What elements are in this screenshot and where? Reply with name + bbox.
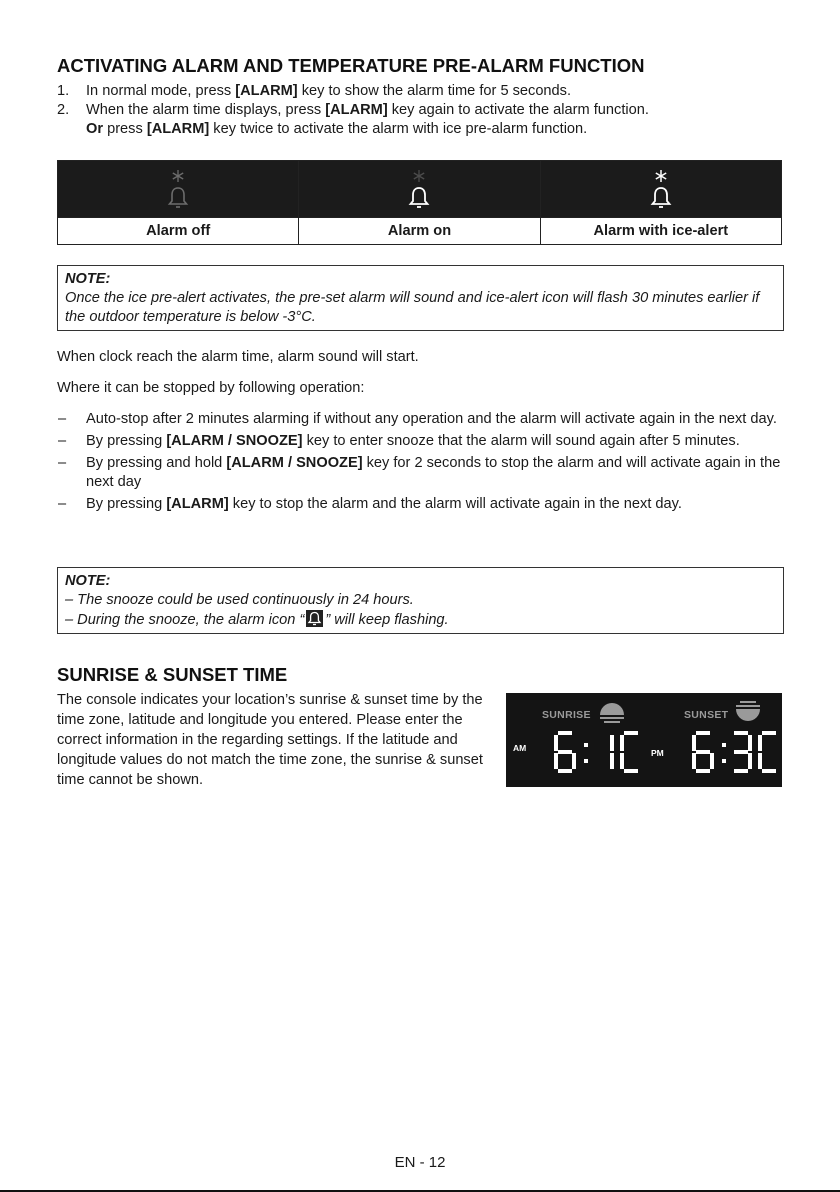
key-name: [ALARM]	[325, 102, 388, 118]
lcd-segment	[620, 753, 624, 769]
note-text: – During the snooze, the alarm icon “	[65, 612, 305, 628]
lcd-segment	[692, 753, 696, 769]
bell-icon-bright	[408, 186, 430, 210]
note-box-ice	[57, 265, 784, 331]
or-word: Or	[86, 121, 104, 137]
lcd-segment	[572, 753, 576, 769]
sunrise-label: SUNRISE	[542, 709, 591, 721]
paragraph-alarm-start: When clock reach the alarm time, alarm sound will start.	[57, 349, 419, 365]
note-line	[65, 610, 776, 630]
lcd-segment	[610, 753, 614, 769]
mode-label-on: Alarm on	[299, 218, 540, 245]
step-or	[57, 120, 797, 139]
mode-icon-cell-ice	[540, 161, 781, 218]
note-text: Once the ice pre-alert activates, the pre-set alarm will sound and ice-alert icon will flash 30 minutes earlier if the outdoor temperature is below -3°C.	[65, 290, 760, 325]
lcd-segment	[696, 750, 710, 754]
page-number: EN - 12	[394, 1154, 446, 1171]
bell-icon-dim	[167, 186, 189, 210]
lcd-segment	[558, 769, 572, 773]
step-text: press	[103, 121, 147, 137]
key-name: [ALARM / SNOOZE]	[166, 433, 303, 449]
bell-icon	[408, 169, 430, 210]
step-1	[57, 82, 797, 101]
list-text: key to enter snooze that the alarm will sound again after 5 minutes.	[302, 433, 740, 449]
mode-icon-cell-on	[299, 161, 540, 218]
list-dash: –	[58, 433, 67, 449]
lcd-segment	[558, 731, 572, 735]
snowflake-icon	[652, 169, 670, 183]
lcd-colon-dot	[722, 743, 726, 747]
step-2	[57, 101, 797, 120]
note-line: – The snooze could be used continuously in 24 hours.	[65, 592, 414, 608]
lcd-segment	[734, 769, 748, 773]
list-dash: –	[58, 455, 67, 471]
lcd-colon-dot	[722, 759, 726, 763]
step-number: 2.	[57, 102, 70, 118]
lcd-colon-dot	[584, 743, 588, 747]
bell-ice-icon	[650, 169, 672, 210]
list-text: Auto-stop after 2 minutes alarming if without any operation and the alarm will activate again in the next day.	[86, 411, 777, 427]
sunrise-time-digits	[552, 731, 638, 777]
step-text: In normal mode, press	[86, 83, 236, 99]
step-text: key to show the alarm time for 5 seconds.	[297, 83, 572, 99]
snowflake-icon	[169, 169, 187, 183]
stop-methods-list	[57, 410, 787, 517]
snowflake-icon	[410, 169, 428, 183]
pm-indicator: PM	[651, 748, 664, 758]
alarm-steps	[57, 82, 797, 139]
mode-icon-cell-off	[58, 161, 299, 218]
list-item	[57, 495, 787, 514]
note-title: NOTE:	[65, 271, 111, 287]
list-item	[57, 454, 787, 492]
mode-label-ice: Alarm with ice-alert	[540, 218, 781, 245]
lcd-segment	[696, 769, 710, 773]
list-text: By pressing	[86, 433, 167, 449]
bell-dim-icon	[167, 169, 189, 210]
lcd-segment	[762, 731, 776, 735]
lcd-segment	[748, 753, 752, 769]
lcd-segment	[624, 769, 638, 773]
lcd-segment	[692, 735, 696, 751]
section-heading-sunrise: SUNRISE & SUNSET TIME	[57, 664, 288, 685]
step-text: When the alarm time displays, press	[86, 102, 326, 118]
lcd-segment	[620, 735, 624, 751]
key-name: [ALARM]	[146, 121, 210, 137]
bell-icon-bright	[650, 186, 672, 210]
sunset-icon	[734, 700, 762, 722]
sunrise-paragraph: The console indicates your location’s sunrise & sunset time by the time zone, latitude and longitude you entered. Please enter the correct information in the regarding settings. If the latitude and longitude values do not match the time zone, the sunrise & sunset time cannot be shown.	[57, 692, 483, 788]
key-name: [ALARM / SNOOZE]	[226, 455, 363, 471]
list-text: By pressing	[86, 496, 167, 512]
list-text: By pressing and hold	[86, 455, 227, 471]
am-indicator: AM	[513, 743, 527, 753]
key-name: [ALARM]	[166, 496, 229, 512]
lcd-segment	[734, 731, 748, 735]
sunrise-sunset-display	[506, 693, 782, 787]
step-text: key twice to activate the alarm with ice pre-alarm function.	[209, 121, 588, 137]
lcd-segment	[762, 769, 776, 773]
section-heading-alarm: ACTIVATING ALARM AND TEMPERATURE PRE-ALARM FUNCTION	[57, 55, 645, 76]
sunset-time-digits	[690, 731, 776, 777]
note-box-snooze	[57, 567, 784, 634]
lcd-segment	[758, 753, 762, 769]
paragraph-stop-intro: Where it can be stopped by following operation:	[57, 380, 365, 396]
sunset-label: SUNSET	[684, 709, 729, 721]
lcd-segment	[554, 753, 558, 769]
step-number: 1.	[57, 83, 70, 99]
lcd-segment	[734, 750, 748, 754]
lcd-colon-dot	[584, 759, 588, 763]
lcd-segment	[610, 735, 614, 751]
alarm-mode-table	[57, 160, 782, 245]
list-text: key for 2 seconds to stop the alarm and will activate again in the next day	[86, 455, 781, 490]
list-item	[57, 410, 787, 429]
lcd-segment	[696, 731, 710, 735]
lcd-segment	[758, 735, 762, 751]
lcd-segment	[624, 731, 638, 735]
list-dash: –	[58, 496, 67, 512]
list-item	[57, 432, 787, 451]
list-dash: –	[58, 411, 67, 427]
alarm-bell-icon	[306, 610, 323, 627]
note-text: ” will keep flashing.	[325, 612, 449, 628]
lcd-segment	[748, 735, 752, 751]
sunrise-icon	[598, 702, 626, 724]
key-name: [ALARM]	[235, 83, 298, 99]
note-title: NOTE:	[65, 573, 111, 589]
lcd-segment	[710, 753, 714, 769]
lcd-segment	[558, 750, 572, 754]
step-text: key again to activate the alarm function.	[387, 102, 649, 118]
mode-label-off: Alarm off	[58, 218, 299, 245]
lcd-segment	[554, 735, 558, 751]
list-text: key to stop the alarm and the alarm will activate again in the next day.	[228, 496, 682, 512]
